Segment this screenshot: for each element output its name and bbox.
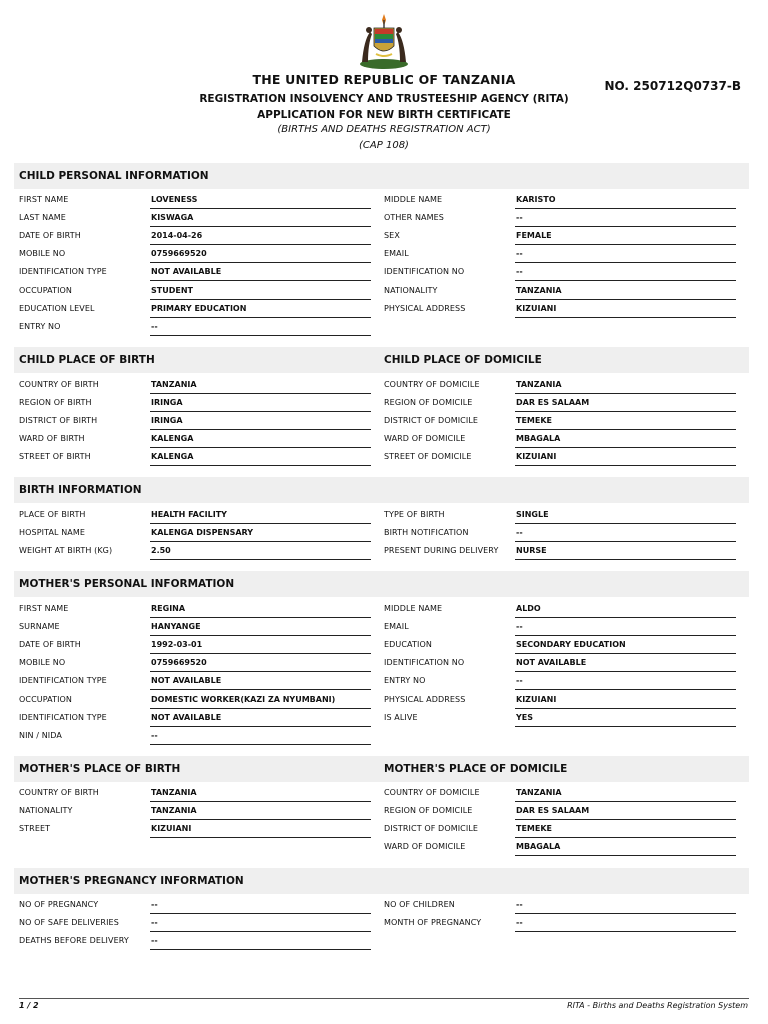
field-row	[19, 282, 371, 300]
field-label: DATE OF BIRTH	[19, 640, 81, 650]
field-label: PRESENT DURING DELIVERY	[384, 546, 499, 556]
section-child-personal	[14, 163, 749, 189]
field-label: COUNTRY OF BIRTH	[19, 380, 99, 389]
field-row	[384, 394, 736, 412]
field-value: --	[516, 249, 523, 259]
field-row	[384, 191, 736, 209]
field-label: COUNTRY OF DOMICILE	[384, 380, 480, 389]
field-label: PHYSICAL ADDRESS	[384, 303, 466, 313]
field-value: --	[516, 267, 523, 277]
field-value: SECONDARY EDUCATION	[516, 640, 626, 650]
field-row	[384, 227, 736, 245]
section-title: MOTHER'S PERSONAL INFORMATION	[19, 578, 235, 590]
field-label: COUNTRY OF DOMICILE	[384, 788, 480, 797]
section-birth-info	[14, 477, 749, 503]
section-title-right: CHILD PLACE OF DOMICILE	[384, 354, 542, 366]
field-label: NATIONALITY	[19, 806, 73, 816]
field-value: MBAGALA	[516, 842, 561, 852]
field-row	[384, 784, 736, 802]
field-value: LOVENESS	[151, 195, 198, 204]
field-value: --	[151, 900, 158, 909]
field-underline	[515, 855, 736, 856]
field-value: NURSE	[516, 546, 547, 556]
field-value: FEMALE	[516, 231, 552, 241]
field-row	[384, 524, 736, 542]
field-value: STUDENT	[151, 285, 193, 295]
field-label: SURNAME	[19, 622, 60, 632]
field-row	[384, 412, 736, 430]
section-title: BIRTH INFORMATION	[19, 484, 142, 496]
coat-of-arms-emblem	[356, 10, 412, 70]
field-row	[19, 636, 371, 654]
field-row	[384, 802, 736, 820]
section-pregnancy-info	[14, 868, 749, 894]
field-underline	[150, 465, 371, 466]
field-row	[384, 300, 736, 318]
field-label: DEATHS BEFORE DELIVERY	[19, 936, 129, 946]
field-value: --	[151, 918, 158, 928]
field-row	[19, 191, 371, 209]
field-value: --	[516, 213, 523, 223]
field-value: TANZANIA	[516, 380, 562, 389]
field-label: ENTRY NO	[19, 321, 61, 331]
field-label: OCCUPATION	[19, 694, 73, 704]
field-value: KISWAGA	[151, 213, 194, 223]
field-value: YES	[516, 712, 534, 722]
field-value: HEALTH FACILITY	[151, 510, 227, 519]
page-number: 1 / 2	[19, 1001, 39, 1010]
field-value: DAR ES SALAAM	[516, 806, 590, 816]
field-label: PLACE OF BIRTH	[19, 510, 86, 519]
field-row	[19, 820, 371, 838]
field-value: ALDO	[516, 604, 541, 613]
field-label: REGION OF DOMICILE	[384, 806, 473, 816]
field-label: NO OF SAFE DELIVERIES	[19, 918, 119, 928]
field-value: TEMEKE	[516, 416, 553, 426]
field-label: WARD OF DOMICILE	[384, 842, 466, 852]
field-label: SEX	[384, 231, 400, 241]
field-row	[384, 376, 736, 394]
agency-title: REGISTRATION INSOLVENCY AND TRUSTEESHIP AGENCY (RITA)	[199, 93, 569, 105]
field-label: DISTRICT OF DOMICILE	[384, 824, 479, 834]
field-row	[384, 600, 736, 618]
field-row	[19, 524, 371, 542]
field-value: KIZUIANI	[516, 694, 557, 704]
field-label: MOBILE NO	[19, 249, 66, 259]
field-value: PRIMARY EDUCATION	[151, 303, 247, 313]
field-label: NO OF PREGNANCY	[19, 900, 99, 909]
field-value: NOT AVAILABLE	[516, 658, 587, 668]
field-label: EMAIL	[384, 622, 409, 632]
field-label: OTHER NAMES	[384, 213, 444, 223]
field-value: --	[516, 622, 523, 632]
field-label: MOBILE NO	[19, 658, 66, 668]
field-row	[384, 914, 736, 932]
field-row	[19, 709, 371, 727]
field-value: NOT AVAILABLE	[151, 267, 222, 277]
field-value: TANZANIA	[151, 380, 197, 389]
field-row	[19, 376, 371, 394]
field-row	[19, 654, 371, 672]
field-label: STREET OF BIRTH	[19, 452, 91, 462]
field-value: --	[151, 730, 158, 740]
field-label: EDUCATION	[384, 640, 432, 650]
field-row	[384, 448, 736, 466]
field-row	[19, 412, 371, 430]
field-label: REGION OF DOMICILE	[384, 398, 473, 408]
field-row	[384, 709, 736, 727]
field-row	[384, 636, 736, 654]
field-underline	[515, 931, 736, 932]
field-row	[384, 838, 736, 856]
field-row	[19, 672, 371, 690]
field-underline	[515, 726, 736, 727]
field-label: HOSPITAL NAME	[19, 528, 86, 538]
field-row	[384, 209, 736, 227]
field-underline	[150, 949, 371, 950]
section-title-right: MOTHER'S PLACE OF DOMICILE	[384, 763, 568, 775]
field-row	[384, 691, 736, 709]
field-row	[19, 227, 371, 245]
section-title: CHILD PLACE OF BIRTH	[19, 354, 155, 366]
field-underline	[515, 317, 736, 318]
system-name: RITA - Births and Deaths Registration System	[567, 1001, 748, 1010]
country-title: THE UNITED REPUBLIC OF TANZANIA	[252, 72, 516, 87]
field-row	[19, 691, 371, 709]
field-row	[19, 394, 371, 412]
field-label: IDENTIFICATION TYPE	[19, 676, 107, 686]
field-label: STREET OF DOMICILE	[384, 452, 472, 462]
field-label: EMAIL	[384, 249, 409, 259]
field-value: KIZUIANI	[516, 452, 557, 462]
field-value: MBAGALA	[516, 434, 561, 444]
field-label: MIDDLE NAME	[384, 195, 443, 204]
field-row	[19, 932, 371, 950]
field-label: IDENTIFICATION TYPE	[19, 712, 107, 722]
field-value: IRINGA	[151, 416, 183, 426]
field-label: NATIONALITY	[384, 285, 438, 295]
form-title: APPLICATION FOR NEW BIRTH CERTIFICATE	[257, 109, 511, 121]
section-title: MOTHER'S PLACE OF BIRTH	[19, 763, 181, 775]
field-value: NOT AVAILABLE	[151, 712, 222, 722]
field-label: WEIGHT AT BIRTH (KG)	[19, 546, 113, 556]
field-label: MONTH OF PREGNANCY	[384, 918, 482, 928]
field-row	[19, 618, 371, 636]
field-label: ENTRY NO	[384, 676, 426, 686]
field-row	[19, 784, 371, 802]
field-label: EDUCATION LEVEL	[19, 303, 95, 313]
footer-divider	[19, 998, 749, 999]
field-row	[19, 727, 371, 745]
section-title: CHILD PERSONAL INFORMATION	[19, 170, 209, 182]
field-value: KALENGA	[151, 452, 194, 462]
field-value: 2.50	[151, 546, 171, 556]
field-row	[384, 672, 736, 690]
field-value: IRINGA	[151, 398, 183, 408]
field-underline	[150, 559, 371, 560]
field-value: TANZANIA	[516, 285, 562, 295]
field-label: WARD OF DOMICILE	[384, 434, 466, 444]
field-label: NO OF CHILDREN	[384, 900, 455, 909]
field-row	[19, 318, 371, 336]
field-value: KALENGA DISPENSARY	[151, 528, 254, 538]
field-label: BIRTH NOTIFICATION	[384, 528, 469, 538]
field-value: REGINA	[151, 604, 186, 613]
field-row	[19, 802, 371, 820]
field-label: DISTRICT OF DOMICILE	[384, 416, 479, 426]
field-label: IS ALIVE	[384, 712, 418, 722]
field-value: TANZANIA	[151, 788, 197, 797]
field-row	[19, 448, 371, 466]
field-row	[384, 542, 736, 560]
field-label: OCCUPATION	[19, 285, 73, 295]
field-label: WARD OF BIRTH	[19, 434, 85, 444]
field-value: --	[516, 528, 523, 538]
field-value: --	[516, 900, 523, 909]
field-value: 0759669520	[151, 658, 207, 668]
field-row	[19, 300, 371, 318]
cap-subtitle: (CAP 108)	[359, 140, 409, 151]
field-underline	[515, 465, 736, 466]
field-value: --	[151, 321, 158, 331]
field-row	[384, 820, 736, 838]
act-subtitle: (BIRTHS AND DEATHS REGISTRATION ACT)	[277, 124, 491, 135]
section-title: MOTHER'S PREGNANCY INFORMATION	[19, 875, 244, 887]
field-label: NIN / NIDA	[19, 730, 62, 740]
section-child-birth-place	[14, 347, 749, 373]
field-value: DOMESTIC WORKER(KAZI ZA NYUMBANI)	[151, 694, 336, 704]
field-underline	[150, 335, 371, 336]
field-underline	[515, 559, 736, 560]
field-value: NOT AVAILABLE	[151, 676, 222, 686]
field-row	[19, 245, 371, 263]
field-row	[19, 263, 371, 281]
field-row	[384, 282, 736, 300]
field-row	[19, 209, 371, 227]
field-label: REGION OF BIRTH	[19, 398, 92, 408]
field-row	[19, 896, 371, 914]
field-value: KARISTO	[516, 195, 556, 204]
field-underline	[150, 744, 371, 745]
field-row	[384, 263, 736, 281]
field-row	[384, 896, 736, 914]
field-value: HANYANGE	[151, 622, 201, 632]
field-value: KIZUIANI	[516, 303, 557, 313]
field-row	[19, 430, 371, 448]
section-mother-birth-place	[14, 756, 749, 782]
section-mother-personal	[14, 571, 749, 597]
field-label: IDENTIFICATION NO	[384, 267, 465, 277]
field-underline	[150, 837, 371, 838]
field-row	[384, 245, 736, 263]
field-label: COUNTRY OF BIRTH	[19, 788, 99, 797]
field-label: IDENTIFICATION TYPE	[19, 267, 107, 277]
field-value: DAR ES SALAAM	[516, 398, 590, 408]
field-label: LAST NAME	[19, 213, 66, 223]
field-row	[19, 506, 371, 524]
field-row	[384, 654, 736, 672]
document-header	[0, 0, 768, 160]
field-value: --	[516, 676, 523, 686]
field-value: TANZANIA	[516, 788, 562, 797]
field-value: TANZANIA	[151, 806, 197, 816]
field-value: KIZUIANI	[151, 824, 192, 834]
field-value: --	[151, 936, 158, 946]
field-value: 1992-03-01	[151, 640, 203, 650]
document-number: NO. 250712Q0737-B	[604, 79, 741, 93]
field-row	[384, 430, 736, 448]
field-row	[384, 618, 736, 636]
field-value: TEMEKE	[516, 824, 553, 834]
field-value: --	[516, 918, 523, 928]
field-value: SINGLE	[516, 510, 549, 519]
field-label: FIRST NAME	[19, 604, 69, 613]
field-value: 0759669520	[151, 249, 207, 259]
field-label: PHYSICAL ADDRESS	[384, 694, 466, 704]
field-value: KALENGA	[151, 434, 194, 444]
field-label: FIRST NAME	[19, 195, 69, 204]
field-row	[19, 600, 371, 618]
field-row	[384, 506, 736, 524]
field-label: MIDDLE NAME	[384, 604, 443, 613]
field-row	[19, 914, 371, 932]
field-value: 2014-04-26	[151, 231, 203, 241]
field-label: IDENTIFICATION NO	[384, 658, 465, 668]
field-row	[19, 542, 371, 560]
field-label: TYPE OF BIRTH	[384, 510, 445, 519]
field-label: DATE OF BIRTH	[19, 231, 81, 241]
field-label: DISTRICT OF BIRTH	[19, 416, 98, 426]
field-label: STREET	[19, 824, 51, 834]
